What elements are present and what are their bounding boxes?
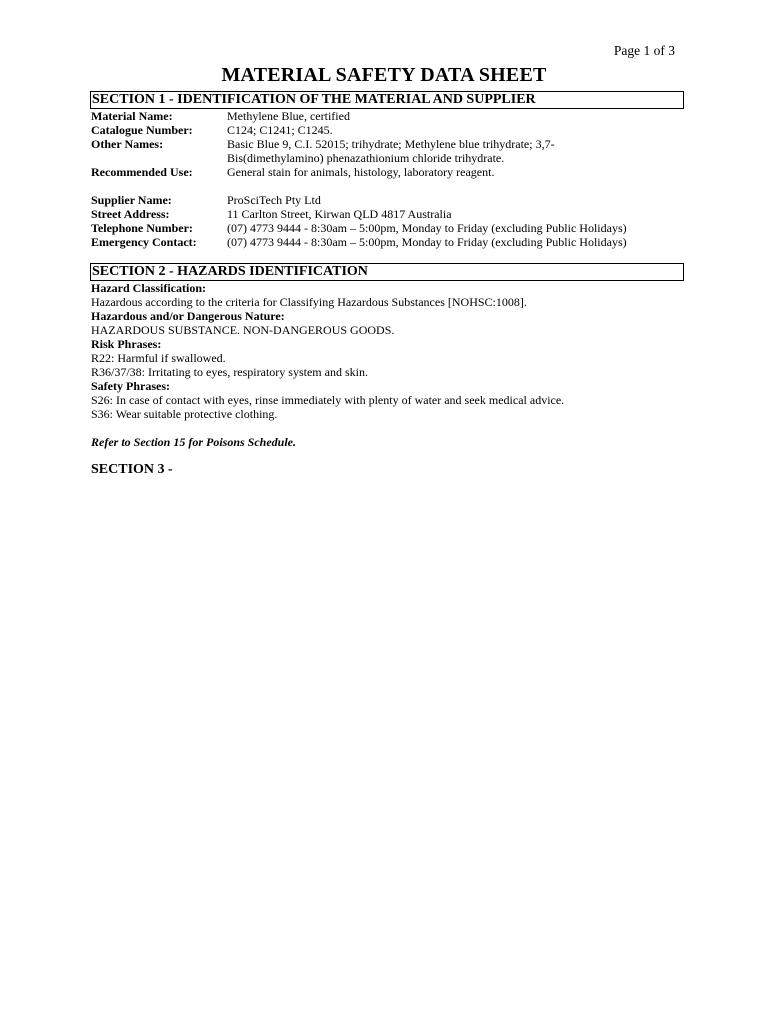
catalogue-number-label: Catalogue Number: <box>91 123 193 137</box>
other-names-row <box>91 137 691 165</box>
supplier-name-row <box>91 193 691 207</box>
material-name-label: Material Name: <box>91 109 173 123</box>
hazard-classification-text: Hazardous according to the criteria for Classifying Hazardous Substances [NOHSC:1008]. <box>91 295 527 309</box>
other-names-line-1: Basic Blue 9, C.I. 52015; trihydrate; Methylene blue trihydrate; 3,7- <box>227 137 555 151</box>
supplier-name-label: Supplier Name: <box>91 193 172 207</box>
section-1-identification-list <box>91 109 691 179</box>
material-name-value: Methylene Blue, certified <box>227 109 350 123</box>
other-names-label: Other Names: <box>91 137 164 151</box>
safety-phrase-s26: S26: In case of contact with eyes, rinse immediately with plenty of water and seek medical advice. <box>91 393 565 407</box>
recommended-use-value: General stain for animals, histology, laboratory reagent. <box>227 165 495 179</box>
catalogue-number-value: C124; C1241; C1245. <box>227 123 333 137</box>
section-2-heading: SECTION 2 - HAZARDS IDENTIFICATION <box>90 263 684 281</box>
telephone-number-row <box>91 221 691 235</box>
emergency-contact-label: Emergency Contact: <box>91 235 197 249</box>
risk-phrases-label: Risk Phrases: <box>91 337 162 351</box>
spacer <box>91 421 691 435</box>
street-address-row <box>91 207 691 221</box>
section-2-body <box>91 281 691 449</box>
dangerous-nature-label: Hazardous and/or Dangerous Nature: <box>91 309 285 323</box>
section-1-heading: SECTION 1 - IDENTIFICATION OF THE MATERIAL AND SUPPLIER <box>90 91 684 109</box>
emergency-contact-value: (07) 4773 9444 - 8:30am – 5:00pm, Monday to Friday (excluding Public Holidays) <box>227 235 627 249</box>
risk-phrase-r36-37-38: R36/37/38: Irritating to eyes, respiratory system and skin. <box>91 365 368 379</box>
section-3-heading: SECTION 3 - <box>91 462 173 477</box>
telephone-number-value: (07) 4773 9444 - 8:30am – 5:00pm, Monday to Friday (excluding Public Holidays) <box>227 221 627 235</box>
street-address-value: 11 Carlton Street, Kirwan QLD 4817 Australia <box>227 207 452 221</box>
recommended-use-row <box>91 165 691 179</box>
other-names-line-2: Bis(dimethylamino) phenazathionium chloride trihydrate. <box>227 151 505 165</box>
document-title: MATERIAL SAFETY DATA SHEET <box>221 64 547 86</box>
section-1-supplier-list <box>91 193 691 249</box>
safety-phrases-label: Safety Phrases: <box>91 379 170 393</box>
telephone-number-label: Telephone Number: <box>91 221 193 235</box>
catalogue-number-row <box>91 123 691 137</box>
other-names-value <box>227 137 691 165</box>
safety-phrase-s36: S36: Wear suitable protective clothing. <box>91 407 278 421</box>
page-number: Page 1 of 3 <box>613 43 675 58</box>
dangerous-nature-text: HAZARDOUS SUBSTANCE. NON-DANGEROUS GOODS. <box>91 323 395 337</box>
street-address-label: Street Address: <box>91 207 170 221</box>
hazard-classification-label: Hazard Classification: <box>91 281 206 295</box>
recommended-use-label: Recommended Use: <box>91 165 193 179</box>
material-name-row <box>91 109 691 123</box>
supplier-name-value: ProSciTech Pty Ltd <box>227 193 321 207</box>
poisons-schedule-note: Refer to Section 15 for Poisons Schedule. <box>91 435 297 449</box>
risk-phrase-r22: R22: Harmful if swallowed. <box>91 351 226 365</box>
emergency-contact-row <box>91 235 691 249</box>
